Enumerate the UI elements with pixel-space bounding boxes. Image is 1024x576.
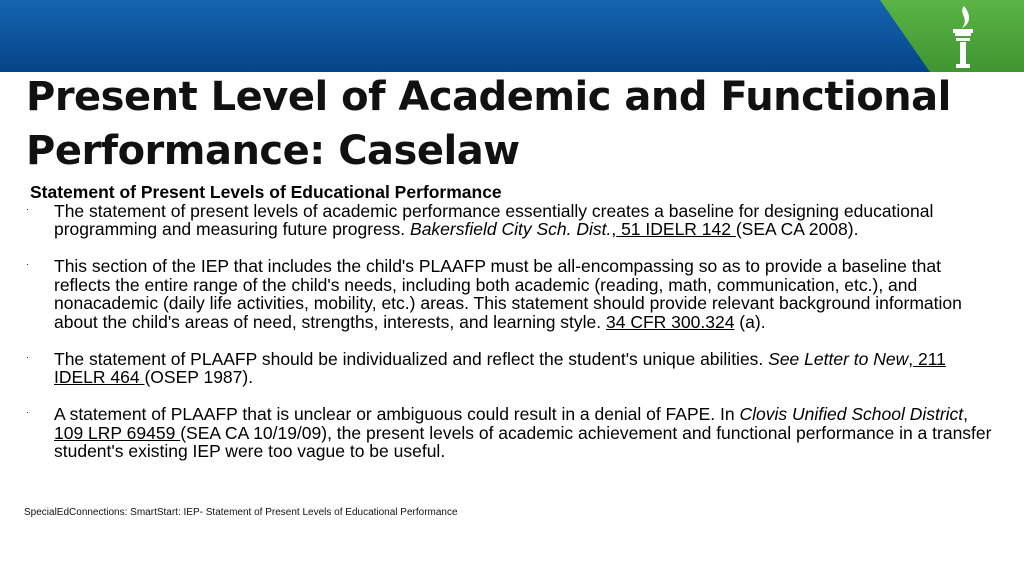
header-banner: [0, 0, 1024, 72]
section-subheading: Statement of Present Levels of Educational Performance: [30, 182, 502, 202]
list-item: [26, 404, 1000, 461]
bullet-text: ,: [963, 404, 969, 424]
bullet-text: A statement of PLAAFP that is unclear or ambiguous could result in a denial of FAPE. In: [54, 404, 740, 424]
bullet-text: The statement of PLAAFP should be individualized and reflect the student's unique abilities.: [54, 348, 769, 369]
slide-body: [26, 182, 1000, 479]
citation-link[interactable]: 34 CFR 300.324: [606, 311, 735, 332]
bullet-text: (OSEP 1987).: [144, 367, 254, 387]
bullet-text: (SEA CA 2008).: [735, 219, 859, 239]
bullet-text: (SEA CA 10/19/09), the present levels of academic achievement and functional performance in a transfer student's existing IEP were too vague to be useful.: [54, 422, 992, 461]
case-name: See Letter to New: [768, 348, 909, 369]
bullet-marker: ·: [26, 351, 29, 362]
list-item: [26, 200, 1000, 239]
bullet-text: ,: [611, 219, 617, 239]
bullet-text: (a).: [734, 311, 766, 332]
bullet-text: This section of the IEP that includes the child's PLAAFP must be all-encompassing so as to provide a baseline that reflects the entire range of the child's needs, including both academic (reading, math, communication, etc.), and nonacademic (daily life activities, mobility, etc.) areas. This statement should provide relevant background information about the child's areas of need, strengths, interests, and learning style.: [54, 256, 962, 332]
torch-icon: [940, 2, 986, 70]
bullet-marker: ·: [26, 407, 29, 417]
source-footnote: SpecialEdConnections: SmartStart: IEP- Statement of Present Levels of Educational Performance: [24, 507, 458, 518]
case-name: Clovis Unified School District: [739, 404, 964, 424]
bullet-text: The statement of present levels of academic performance essentially creates a baseline for designing educational programming and measuring future progress.: [54, 200, 934, 239]
list-item: [26, 256, 1000, 332]
caselaw-list: [26, 200, 1000, 461]
citation-link[interactable]: 51 IDELR 142: [616, 219, 736, 239]
banner-graphic: [0, 0, 1024, 72]
bullet-marker: ·: [26, 259, 29, 269]
citation-link[interactable]: 109 LRP 69459: [54, 422, 181, 443]
bullet-text: ,: [908, 348, 914, 369]
citation-link[interactable]: 211 IDELR 464: [54, 348, 946, 387]
bullet-marker: ·: [26, 203, 29, 214]
page-title: Present Level of Academic and Functional Performance: Caselaw: [26, 74, 951, 174]
list-item: [26, 348, 1000, 387]
case-name: Bakersfield City Sch. Dist.: [410, 219, 612, 239]
